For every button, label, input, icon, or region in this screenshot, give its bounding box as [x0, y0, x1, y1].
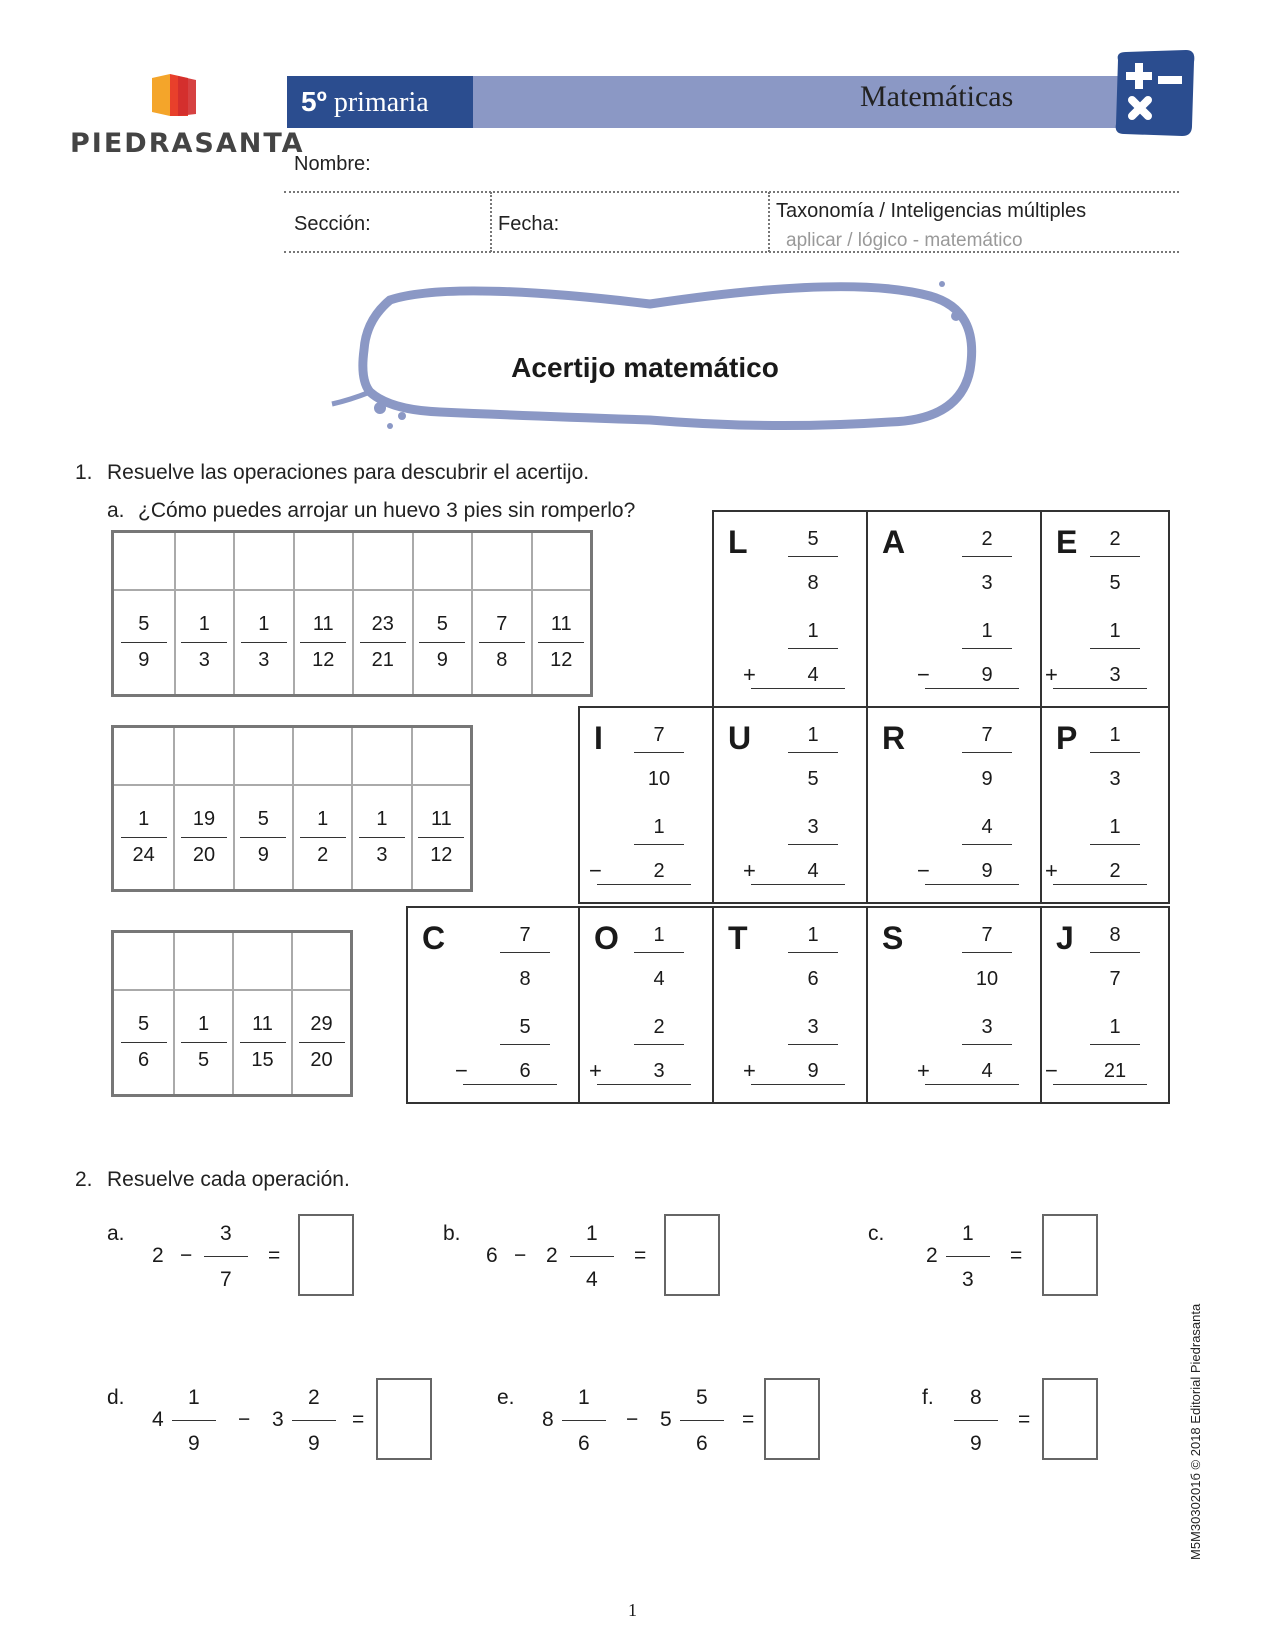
answer-letter-cell[interactable] [174, 533, 234, 589]
numerator: 8 [1109, 924, 1121, 946]
numerator: 1 [197, 1013, 210, 1035]
fraction-bar [172, 1420, 216, 1421]
numerator: 1 [807, 924, 819, 946]
answer-letter-cell[interactable] [352, 533, 412, 589]
denominator: 7 [1109, 968, 1121, 990]
denominator: 9 [188, 1432, 200, 1455]
fraction-cell [173, 989, 232, 1094]
answer-box[interactable] [1042, 1378, 1098, 1460]
answer-box[interactable] [298, 1214, 354, 1296]
numerator: 2 [1109, 528, 1121, 550]
numerator: 1 [1109, 1016, 1121, 1038]
fraction [114, 591, 174, 694]
answer-letter-cell[interactable] [293, 533, 353, 589]
code-letter: U [728, 720, 752, 756]
operator-sign: − [589, 858, 602, 883]
numerator: 1 [578, 1386, 590, 1409]
fraction [353, 786, 410, 889]
denominator: 3 [1109, 768, 1121, 790]
denominator: 24 [132, 844, 155, 866]
fraction-bar [788, 556, 838, 557]
numerator: 1 [1109, 816, 1121, 838]
numerator: 7 [519, 924, 531, 946]
fraction-cell [292, 784, 351, 889]
answer-letter-cell[interactable] [232, 933, 291, 989]
numerator: 5 [519, 1016, 531, 1038]
fraction-cell [351, 784, 410, 889]
denominator: 10 [647, 768, 671, 790]
code-letter: T [728, 920, 748, 956]
denominator: 6 [519, 1060, 531, 1082]
denominator: 21 [371, 649, 394, 671]
equals-sign: = [1018, 1408, 1031, 1431]
numerator: 3 [220, 1222, 232, 1245]
operator-sign: − [180, 1244, 193, 1267]
denominator: 9 [436, 649, 448, 671]
operator-sign: − [238, 1408, 251, 1431]
fraction-bar [204, 1256, 248, 1257]
fraction-cell [114, 784, 173, 889]
fraction-bar [962, 952, 1012, 953]
question-2-text: Resuelve cada operación. [107, 1168, 350, 1191]
answer-letter-cell[interactable] [114, 533, 174, 589]
denominator: 5 [807, 768, 819, 790]
numerator: 1 [188, 1386, 200, 1409]
fraction-bar [788, 952, 838, 953]
whole-number: 8 [542, 1408, 554, 1431]
fraction [235, 591, 293, 694]
numerator: 1 [198, 613, 210, 635]
fraction-cell [174, 589, 234, 694]
answer-letter-cell[interactable] [471, 533, 531, 589]
numerator: 4 [981, 816, 993, 838]
denominator: 12 [430, 844, 453, 866]
operator-sign: + [1045, 662, 1058, 687]
answer-grid-1 [111, 530, 593, 697]
denominator: 5 [1109, 572, 1121, 594]
exercise-label: c. [868, 1222, 885, 1245]
answer-letter-cell[interactable] [291, 933, 350, 989]
answer-line[interactable] [925, 688, 1019, 689]
question-2-number: 2. [75, 1168, 93, 1191]
section-label: Sección: [294, 213, 371, 235]
code-letter: R [882, 720, 906, 756]
denominator: 9 [807, 1060, 819, 1082]
fraction-bar [1090, 1044, 1140, 1045]
equals-sign: = [352, 1408, 365, 1431]
denominator: 12 [550, 649, 573, 671]
whole-number: 3 [272, 1408, 284, 1431]
denominator: 5 [197, 1049, 210, 1071]
denominator: 6 [578, 1432, 590, 1455]
denominator: 9 [138, 649, 150, 671]
numerator: 5 [807, 528, 819, 550]
whole-number: 2 [926, 1244, 938, 1267]
answer-line[interactable] [597, 1084, 691, 1085]
denominator: 3 [198, 649, 210, 671]
numerator: 5 [696, 1386, 708, 1409]
denominator: 9 [257, 844, 269, 866]
code-letter: S [882, 920, 904, 956]
numerator: 1 [317, 808, 329, 830]
numerator: 8 [970, 1386, 982, 1409]
fraction [176, 591, 234, 694]
whole-number: 6 [486, 1244, 498, 1267]
fraction-bar [570, 1256, 614, 1257]
numerator: 5 [257, 808, 269, 830]
field-divider [768, 192, 770, 252]
numerator: 1 [653, 816, 665, 838]
numerator: 7 [653, 724, 665, 746]
exercise-label: a. [107, 1222, 125, 1245]
code-letter: E [1056, 524, 1078, 560]
numerator: 1 [138, 808, 150, 830]
code-letter: C [422, 920, 446, 956]
whole-number: 4 [152, 1408, 164, 1431]
answer-letter-cell[interactable] [411, 728, 470, 784]
whole-number: 2 [546, 1244, 558, 1267]
grade-badge [287, 76, 473, 128]
denominator: 12 [312, 649, 335, 671]
fraction [413, 786, 470, 889]
denominator: 8 [519, 968, 531, 990]
fraction [414, 591, 472, 694]
equals-sign: = [268, 1244, 281, 1267]
answer-letter-cell[interactable] [292, 728, 351, 784]
answer-box[interactable] [664, 1214, 720, 1296]
denominator: 10 [975, 968, 999, 990]
operator-sign: − [1045, 1058, 1058, 1083]
operator-sign: + [1045, 858, 1058, 883]
numerator: 7 [981, 724, 993, 746]
exercise-label: d. [107, 1386, 125, 1409]
answer-box[interactable] [764, 1378, 820, 1460]
fraction-bar [1090, 752, 1140, 753]
whole-number: 2 [152, 1244, 164, 1267]
math-operations-icon [1112, 50, 1196, 138]
fraction-bar [946, 1256, 990, 1257]
fraction-bar [962, 556, 1012, 557]
fraction-cell [411, 784, 470, 889]
fraction [533, 591, 591, 694]
answer-grid-3 [111, 930, 353, 1097]
name-field-line[interactable] [284, 191, 1179, 193]
numerator: 1 [1109, 724, 1121, 746]
fraction-cell [114, 989, 173, 1094]
fraction-bar [962, 648, 1012, 649]
code-cell-c [406, 906, 580, 1104]
denominator: 9 [981, 768, 993, 790]
fraction-bar [788, 1044, 838, 1045]
numerator: 1 [807, 724, 819, 746]
equals-sign: = [742, 1408, 755, 1431]
code-letter: O [594, 920, 619, 956]
denominator: 4 [981, 1060, 993, 1082]
grade-level: primaria [333, 87, 429, 118]
answer-line[interactable] [751, 1084, 845, 1085]
denominator: 2 [653, 860, 665, 882]
answer-letter-cell[interactable] [351, 728, 410, 784]
denominator: 20 [310, 1049, 333, 1071]
numerator: 1 [653, 924, 665, 946]
numerator: 23 [371, 613, 394, 635]
fraction-bar [954, 1420, 998, 1421]
denominator: 21 [1103, 1060, 1127, 1082]
fraction-cell [233, 784, 292, 889]
code-letter: P [1056, 720, 1078, 756]
code-letter: I [594, 720, 603, 756]
fraction [473, 591, 531, 694]
answer-line[interactable] [925, 884, 1019, 885]
fraction-bar [788, 844, 838, 845]
equals-sign: = [1010, 1244, 1023, 1267]
fraction-cell [293, 589, 353, 694]
numerator: 7 [981, 924, 993, 946]
numerator: 2 [308, 1386, 320, 1409]
answer-letter-cell[interactable] [114, 728, 173, 784]
denominator: 9 [308, 1432, 320, 1455]
fraction-cell [352, 589, 412, 694]
question-1-number: 1. [75, 461, 93, 484]
fraction-bar [788, 648, 838, 649]
fraction-bar [634, 952, 684, 953]
exercise-label: f. [922, 1386, 934, 1409]
date-label: Fecha: [498, 213, 560, 235]
taxonomy-label: Taxonomía / Inteligencias múltiples [776, 200, 1087, 222]
code-cell-s [866, 906, 1042, 1104]
answer-letter-cell[interactable] [114, 933, 173, 989]
numerator: 5 [138, 613, 150, 635]
worksheet-title: Acertijo matemático [511, 352, 779, 383]
code-letter: J [1056, 920, 1074, 956]
answer-letter-cell[interactable] [173, 728, 232, 784]
operator-sign: − [514, 1244, 527, 1267]
numerator: 1 [962, 1222, 974, 1245]
numerator: 3 [981, 1016, 993, 1038]
fraction-cell [291, 989, 350, 1094]
code-cell-a [866, 510, 1042, 708]
taxonomy-value: aplicar / lógico - matemático [786, 230, 1023, 251]
numerator: 3 [807, 816, 819, 838]
numerator: 2 [981, 528, 993, 550]
denominator: 3 [1109, 664, 1121, 686]
denominator: 4 [807, 860, 819, 882]
code-cell-t [712, 906, 868, 1104]
footer-copyright: M5M3030201б © 2018 Editorial Piedrasanta [1188, 1303, 1203, 1560]
answer-line[interactable] [925, 1084, 1019, 1085]
operator-sign: − [455, 1058, 468, 1083]
fraction [293, 991, 350, 1094]
field-divider [490, 192, 492, 252]
numerator: 1 [586, 1222, 598, 1245]
code-cell-e [1040, 510, 1170, 708]
numerator: 11 [312, 613, 334, 635]
fraction-bar [634, 752, 684, 753]
answer-box[interactable] [376, 1378, 432, 1460]
operator-sign: − [626, 1408, 639, 1431]
code-cell-u [712, 706, 868, 904]
code-cell-r [866, 706, 1042, 904]
code-cell-j [1040, 906, 1170, 1104]
answer-letter-cell[interactable] [233, 728, 292, 784]
answer-line[interactable] [751, 688, 845, 689]
operator-sign: + [917, 1058, 930, 1083]
fraction-bar [500, 952, 550, 953]
denominator: 7 [220, 1268, 232, 1291]
fraction-bar [634, 844, 684, 845]
subject-bar [473, 76, 1133, 128]
whole-number: 5 [660, 1408, 672, 1431]
fraction-bar [292, 1420, 336, 1421]
answer-box[interactable] [1042, 1214, 1098, 1296]
subject-title: Matemáticas [860, 80, 1014, 113]
denominator: 9 [970, 1432, 982, 1455]
fraction-cell [232, 989, 291, 1094]
fraction-cell [412, 589, 472, 694]
answer-line[interactable] [1053, 688, 1147, 689]
answer-letter-cell[interactable] [173, 933, 232, 989]
numerator: 29 [310, 1013, 333, 1035]
denominator: 3 [962, 1268, 974, 1291]
answer-line[interactable] [1053, 884, 1147, 885]
answer-line[interactable] [463, 1084, 557, 1085]
denominator: 9 [981, 860, 993, 882]
answer-letter-cell[interactable] [412, 533, 472, 589]
fraction-cell [531, 589, 591, 694]
numerator: 11 [252, 1013, 273, 1035]
fraction-bar [788, 752, 838, 753]
numerator: 3 [807, 1016, 819, 1038]
fraction-cell [173, 784, 232, 889]
fraction [354, 591, 412, 694]
fraction-bar [634, 1044, 684, 1045]
denominator: 15 [251, 1049, 274, 1071]
operator-sign: + [589, 1058, 602, 1083]
page-number: 1 [628, 1600, 637, 1620]
answer-letter-cell[interactable] [233, 533, 293, 589]
fraction-bar [1090, 556, 1140, 557]
answer-line[interactable] [751, 884, 845, 885]
fraction-bar [962, 1044, 1012, 1045]
denominator: 6 [696, 1432, 708, 1455]
publisher-logo-text: PIEDRASANTA [70, 128, 305, 159]
answer-line[interactable] [1053, 1084, 1147, 1085]
fraction [295, 591, 353, 694]
code-cell-p [1040, 706, 1170, 904]
denominator: 3 [258, 649, 270, 671]
denominator: 20 [192, 844, 216, 866]
code-cell-o [578, 906, 714, 1104]
answer-grid-2 [111, 725, 473, 892]
denominator: 4 [586, 1268, 598, 1291]
piedrasanta-book-logo-icon [148, 72, 200, 118]
question-1a-text: ¿Cómo puedes arrojar un huevo 3 pies sin romperlo? [138, 499, 636, 522]
denominator: 9 [981, 664, 993, 686]
fraction [175, 786, 232, 889]
fraction [234, 991, 291, 1094]
numerator: 1 [1109, 620, 1121, 642]
numerator: 11 [430, 808, 452, 830]
denominator: 6 [137, 1049, 150, 1071]
question-1-text: Resuelve las operaciones para descubrir el acertijo. [107, 461, 590, 484]
fraction-cell [114, 589, 174, 694]
fraction [114, 991, 173, 1094]
operator-sign: + [743, 1058, 756, 1083]
answer-line[interactable] [597, 884, 691, 885]
exercise-label: e. [497, 1386, 515, 1409]
denominator: 8 [496, 649, 508, 671]
numerator: 11 [550, 613, 572, 635]
fraction-cell [233, 589, 293, 694]
denominator: 3 [376, 844, 388, 866]
operator-sign: − [917, 662, 930, 687]
answer-letter-cell[interactable] [531, 533, 591, 589]
numerator: 5 [436, 613, 448, 635]
numerator: 1 [258, 613, 270, 635]
fraction-bar [562, 1420, 606, 1421]
operator-sign: − [917, 858, 930, 883]
section-field-line [284, 251, 1179, 253]
fraction-bar [962, 752, 1012, 753]
fraction [175, 991, 232, 1094]
denominator: 3 [981, 572, 993, 594]
numerator: 19 [192, 808, 216, 830]
fraction [235, 786, 292, 889]
denominator: 4 [807, 664, 819, 686]
fraction-bar [680, 1420, 724, 1421]
question-1a-letter: a. [107, 499, 125, 522]
denominator: 8 [807, 572, 819, 594]
denominator: 4 [653, 968, 665, 990]
fraction-bar [962, 844, 1012, 845]
operator-sign: + [743, 858, 756, 883]
exercise-label: b. [443, 1222, 461, 1245]
code-letter: L [728, 524, 748, 560]
code-cell-l [712, 510, 868, 708]
numerator: 1 [981, 620, 993, 642]
name-label: Nombre: [294, 153, 371, 175]
fraction-bar [1090, 952, 1140, 953]
numerator: 1 [807, 620, 819, 642]
fraction [294, 786, 351, 889]
denominator: 2 [317, 844, 329, 866]
denominator: 2 [1109, 860, 1121, 882]
numerator: 5 [137, 1013, 150, 1035]
numerator: 1 [376, 808, 388, 830]
code-cell-i [578, 706, 714, 904]
denominator: 6 [807, 968, 819, 990]
code-letter: A [882, 524, 906, 560]
numerator: 2 [653, 1016, 665, 1038]
fraction-cell [471, 589, 531, 694]
fraction-bar [1090, 648, 1140, 649]
fraction [114, 786, 173, 889]
numerator: 7 [496, 613, 508, 635]
denominator: 3 [653, 1060, 665, 1082]
fraction-bar [1090, 844, 1140, 845]
operator-sign: + [743, 662, 756, 687]
grade-number: 5º [301, 86, 327, 117]
equals-sign: = [634, 1244, 647, 1267]
fraction-bar [500, 1044, 550, 1045]
